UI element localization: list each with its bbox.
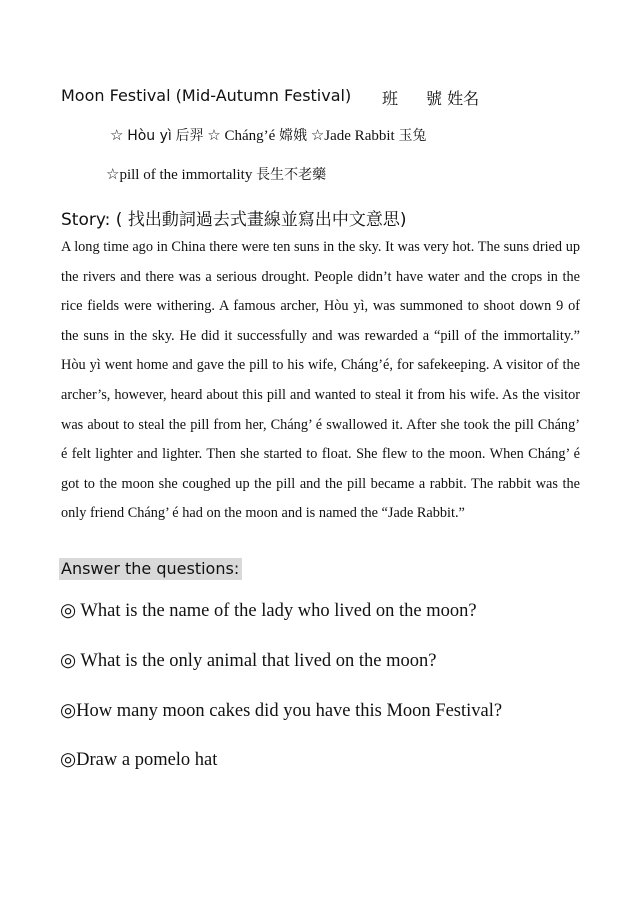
header-line	[61, 86, 581, 112]
story-heading: Story: ( 找出動詞過去式畫線並寫出中文意思)	[61, 210, 407, 230]
story-paragraph: A long time ago in China there were ten suns in the sky. It was very hot. The suns dried up the rivers and there was a serious drought. People didn’t have water and the crops in the rice fields were withering. A famous archer, Hòu yì, was summoned to shoot down 9 of the suns in the sky. He did it successfully and was rewarded a “pill of the immortality.” Hòu yì went home and gave the pill to his wife, Cháng’é, for safekeeping. A visitor of the archer’s, however, heard about this pill and wanted to steal it from his wife. As the visitor was about to steal the pill from her, Cháng’ é swallowed it. After she took the pill Cháng’ é felt lighter and lighter. Then she started to float. She flew to the moon. When Cháng’ é got to the moon she coughed up the pill and the pill became a rabbit. The rabbit was the only friend Cháng’ é had on the moon and is named the “Jade Rabbit.”	[61, 239, 580, 522]
star-icon: ☆	[106, 167, 120, 183]
vocab-change-pinyin: Cháng’é	[224, 128, 276, 144]
vocabulary-line-pill	[106, 164, 326, 184]
star-icon: ☆	[310, 128, 325, 144]
vocab-jade-rabbit-english: Jade Rabbit	[324, 128, 395, 144]
question-item: ◎Draw a pomelo hat	[60, 750, 218, 770]
class-label: 班	[382, 89, 399, 108]
page-title: Moon Festival (Mid-Autumn Festival)	[61, 86, 352, 105]
vocab-change-chinese: 嫦娥	[279, 128, 308, 144]
star-icon: ☆	[110, 128, 124, 144]
question-item: ◎ What is the only animal that lived on the moon?	[60, 651, 437, 671]
vocab-houyi-chinese: 后羿	[175, 128, 204, 144]
questions-heading: Answer the questions:	[59, 558, 242, 580]
vocab-pill-chinese: 長生不老藥	[256, 167, 327, 183]
vocab-houyi-pinyin: Hòu yì	[127, 128, 172, 144]
vocab-pill-english: pill of the immortality	[119, 167, 253, 183]
question-item: ◎ What is the name of the lady who lived on the moon?	[60, 601, 477, 621]
vocabulary-line-names	[110, 125, 426, 145]
vocab-jade-rabbit-chinese: 玉兔	[398, 128, 427, 144]
star-icon: ☆	[207, 128, 221, 144]
number-name-label: 號 姓名	[426, 89, 480, 108]
question-item: ◎How many moon cakes did you have this Moon Festival?	[60, 701, 503, 721]
